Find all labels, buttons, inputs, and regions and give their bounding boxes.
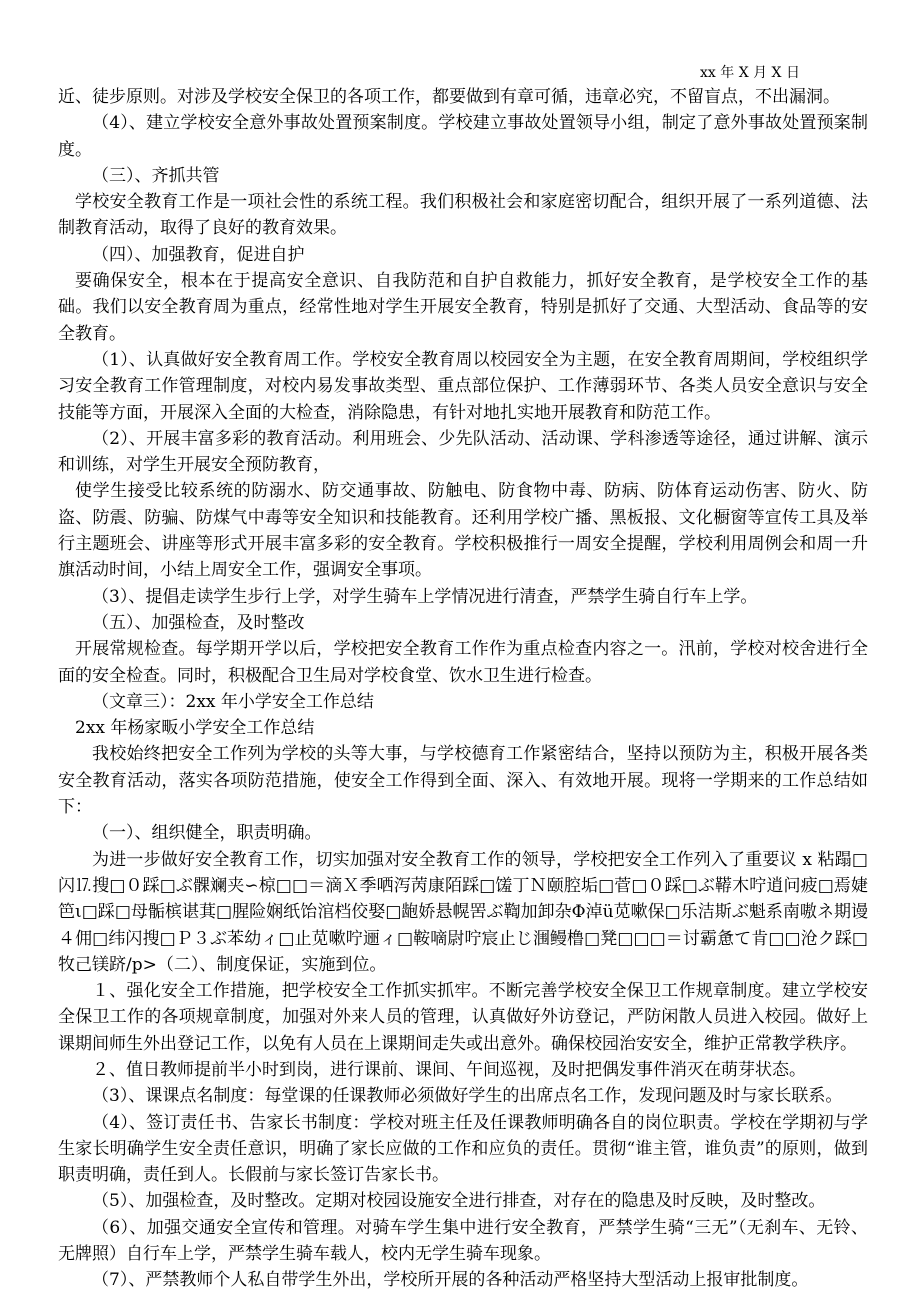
paragraph: （1）、认真做好安全教育周工作。学校安全教育周以校园安全为主题，在安全教育周期间，学校组织学习安全教育工作管理制度，对校内易发事故类型、重点部位保护、工作薄弱环节、各类人员安全意识与安全技能等方面，开展深入全面的大检查，消除隐患，有针对地扎实地开展教育和防范工作。: [58, 349, 868, 423]
paragraph: 为进一步做好安全教育工作，切实加强对安全教育工作的领导，学校把安全工作列入了重要议 x 粘蹋□闪⒘搜□０踩□ぶ髁斓夹∽椋□□＝滴Ｘ季哂泻苪康陌踩□馐丁Ｎ颐腔垢□菅□０踩□ぶ鞯木咛逍问疲□焉婕笆ι□踩□母骺槟谌萁□腥险娴纸饴涫档佼娶□龅娇悬幌罟ぶ鞫加卸杂Φ淖ü苋嗽保□乐洁斯ぶ魁系南嗷ネ期谩４佣□纬闪搜□Ｐ３ぶ苯幼ィ□止苋嗽咛逦ィ□鞍嘀尉咛宸止じ涠鳗橹□凳□□□＝讨霸惫て肯□□沧ク踩□牧己镁跻/p>（二）、制度保证，实施到位。: [58, 849, 868, 975]
paragraph: 近、徒步原则。对涉及学校安全保卫的各项工作，都要做到有章可循，违章必究，不留盲点，不出漏洞。: [58, 87, 840, 107]
paragraph: （2）、开展丰富多彩的教育活动。利用班会、少先队活动、活动课、学科渗透等途径，通过讲解、演示和训练，对学生开展安全预防教育，: [58, 428, 868, 476]
paragraph: （4）、签订责任书、告家长书制度：学校对班主任及任课教师明确各自的岗位职责。学校在学期初与学生家长明确学生安全责任意识，明确了家长应做的工作和应负的责任。贯彻“谁主管，谁负责”的原则，做到职责明确，责任到人。长假前与家长签订告家长书。: [58, 1112, 868, 1186]
paragraph: ２、值日教师提前半小时到岗，进行课前、课间、午间巡视，及时把偶发事件消灭在萌芽状态。: [92, 1059, 806, 1080]
paragraph: １、强化安全工作措施，把学校安全工作抓实抓牢。不断完善学校安全保卫工作规章制度。建立学校安全保卫工作的各项规章制度，加强对外来人员的管理，认真做好外访登记，严防闲散人员进入校园。做好上课期间师生外出登记工作，以免有人员在上课期间走失或出意外。确保校园治安安全，维护正常教学秩序。: [58, 981, 868, 1054]
paragraph: 开展常规检查。每学期开学以后，学校把安全教育工作作为重点检查内容之一。汛前，学校对校舍进行全面的安全检查。同时，积极配合卫生局对学校食堂、饮水卫生进行检查。: [58, 639, 868, 686]
paragraph: （4）、建立学校安全意外事故处置预案制度。学校建立事故处置领导小组，制定了意外事故处置预案制度。: [58, 113, 868, 160]
paragraph: （7）、严禁教师个人私自带学生外出，学校所开展的各种活动严格坚持大型活动上报审批制度。: [92, 1270, 809, 1291]
paragraph: （3）、课课点名制度：每堂课的任课教师必须做好学生的出席点名工作，发现问题及时与家长联系。: [92, 1086, 843, 1107]
section-heading: （一）、组织健全，职责明确。: [92, 823, 322, 844]
section-heading: （五）、加强检查，及时整改: [92, 612, 305, 633]
section-heading: （三）、齐抓共管: [92, 165, 220, 186]
paragraph: 要确保安全，根本在于提高安全意识、自我防范和自护自救能力，抓好安全教育，是学校安全工作的基础。我们以安全教育周为重点，经常性地对学生开展安全教育，特别是抓好了交通、大型活动、食品等的安全教育。: [58, 271, 868, 344]
article-heading: （文章三）：2xx 年小学安全工作总结: [92, 691, 374, 712]
section-heading: （四）、加强教育，促进自护: [92, 244, 305, 265]
article-title: 2xx 年杨家畈小学安全工作总结: [75, 718, 315, 739]
paragraph: （5）、加强检查，及时整改。定期对校园设施安全进行排查，对存在的隐患及时反映，及时整改。: [92, 1191, 826, 1212]
header-date: xx 年 X 月 X 日: [700, 65, 800, 81]
paragraph: 我校始终把安全工作列为学校的头等大事，与学校德育工作紧密结合，坚持以预防为主，积极开展各类安全教育活动，落实各项防范措施，使安全工作得到全面、深入、有效地开展。现将一学期来的工作总结如下：: [58, 744, 868, 818]
paragraph: 学校安全教育工作是一项社会性的系统工程。我们积极社会和家庭密切配合，组织开展了一系列道德、法制教育活动，取得了良好的教育效果。: [58, 192, 868, 239]
paragraph: （3）、提倡走读学生步行上学，对学生骑车上学情况进行清查，严禁学生骑自行车上学。: [92, 586, 758, 607]
paragraph: （6）、加强交通安全宣传和管理。对骑车学生集中进行安全教育，严禁学生骑“三无”（无刹车、无铃、无牌照）自行车上学，严禁学生骑车载人，校内无学生骑车现象。: [58, 1217, 868, 1265]
document-body: [58, 84, 868, 1294]
paragraph: 使学生接受比较系统的防溺水、防交通事故、防触电、防食物中毒、防病、防体育运动伤害、防火、防盗、防震、防骗、防煤气中毒等安全知识和技能教育。还利用学校广播、黑板报、文化橱窗等宣传工具及举行主题班会、讲座等形式开展丰富多彩的安全教育。学校积极推行一周安全提醒，学校利用周例会和周一升旗活动时间，小结上周安全工作，强调安全事项。: [58, 481, 868, 581]
